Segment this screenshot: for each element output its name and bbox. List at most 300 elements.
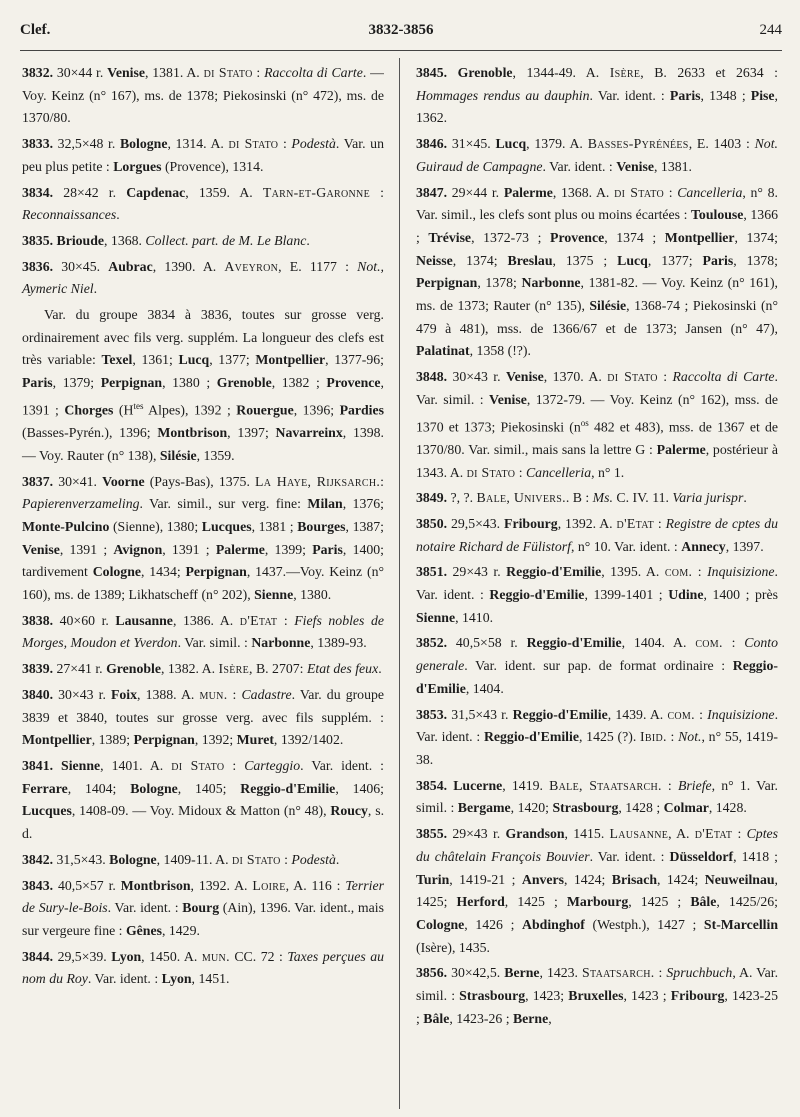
entry-text: 30×42,5. xyxy=(451,965,505,981)
place-name: Gênes xyxy=(125,922,162,938)
header-range: 3832-3856 xyxy=(368,22,434,38)
entry-text: , s. d. xyxy=(22,803,385,842)
catalog-entry xyxy=(416,366,778,484)
entry-text: 29,5×43. xyxy=(450,515,505,531)
place-name: Ferrare xyxy=(22,780,68,796)
source-title: Etat des feux xyxy=(306,661,379,677)
entry-text: , 1399-1401 ; xyxy=(584,587,669,603)
entry-number: 3835. xyxy=(22,232,57,248)
place-name: Avignon xyxy=(113,541,163,557)
archive-name: Tarn-et-Garonne xyxy=(262,184,370,200)
source-title: Carteggio xyxy=(244,757,301,773)
entry-text: 32,5×48 r. xyxy=(57,136,120,152)
place-name: Grenoble xyxy=(457,65,513,80)
entry-text: 482 et 483), mss. de 1367 et de 1370/80. Var. simil., mais sans la lettre G : xyxy=(416,419,778,457)
entry-text: : xyxy=(277,612,295,628)
entry-number: 3841. xyxy=(22,757,62,773)
place-name: Perpignan xyxy=(100,375,163,391)
entry-text: . Var. simil., sur verg. fine: xyxy=(139,496,308,512)
archive-name: d'Etat xyxy=(616,515,655,531)
entry-text: : xyxy=(654,965,667,981)
catalog-entry xyxy=(416,62,778,130)
entry-number: 3850. xyxy=(416,515,451,531)
place-name: Cologne xyxy=(92,564,141,580)
place-name: Turin xyxy=(416,871,450,887)
entry-text: , 1386. A. xyxy=(172,612,240,628)
entry-text: , 1376; xyxy=(342,496,384,512)
column-divider xyxy=(399,58,400,1109)
archive-name: Basses-Pyrénées xyxy=(587,136,689,152)
entry-number: 3849. xyxy=(416,490,451,506)
header-section-title: Clef. xyxy=(20,22,51,38)
place-name: Venise xyxy=(616,158,655,174)
place-name: Foix xyxy=(110,686,138,702)
entry-text: , 1404. xyxy=(465,680,504,696)
header-rule xyxy=(20,50,782,51)
place-name: Perpignan xyxy=(185,564,247,580)
entry-number: 3848. xyxy=(416,369,453,385)
entry-text: , 1382 ; xyxy=(271,375,327,391)
catalog-entry xyxy=(416,561,778,629)
entry-text: , A. 116 : xyxy=(285,877,346,893)
place-name: Bâle xyxy=(423,1010,450,1026)
archive-name: di Stato xyxy=(232,851,281,867)
entry-text: , 1379; xyxy=(52,375,101,391)
entry-number: 3838. xyxy=(22,612,60,628)
place-name: Reggio-d'Emilie xyxy=(240,780,336,796)
place-name: Roucy xyxy=(330,803,368,819)
catalog-entry xyxy=(416,487,778,510)
place-name: Narbonne xyxy=(251,635,311,651)
entry-text: : xyxy=(227,686,242,702)
place-name: Sienne xyxy=(416,609,456,625)
entry-text: C. IV. 11. xyxy=(612,490,673,506)
place-name: Perpignan xyxy=(416,275,478,291)
entry-text: . Var. un peu plus petite : xyxy=(22,136,384,174)
entry-text: , 1439. A. xyxy=(607,706,668,722)
catalog-entry xyxy=(22,946,384,991)
entry-text: 31,5×43. xyxy=(56,851,110,867)
entry-text: 40,5×57 r. xyxy=(57,877,121,893)
entry-text: , 1381. xyxy=(654,158,692,174)
entry-text: : xyxy=(654,515,666,531)
archive-name: La Haye, Rijksarch. xyxy=(255,473,381,489)
entry-text: , n° 55, 1419-38. xyxy=(416,729,779,767)
left-column xyxy=(22,62,384,994)
archive-name: Isère xyxy=(218,661,250,677)
entry-text: , 1314. A. xyxy=(167,136,229,152)
place-name: Paris xyxy=(312,541,343,557)
entry-text: , 1397. xyxy=(725,538,764,554)
entry-text: , 1401. A. xyxy=(100,757,172,773)
entry-text: , 1374 ; xyxy=(604,229,665,245)
entry-number: 3854. xyxy=(416,777,454,793)
entry-text: , 1368. A. xyxy=(552,184,615,200)
entry-text: , 1425 ; xyxy=(504,894,567,910)
place-name: Fribourg xyxy=(670,988,725,1004)
entry-number: 3839. xyxy=(22,661,57,677)
catalog-entry xyxy=(416,775,778,820)
source-title: Conto generale xyxy=(416,635,779,674)
place-name: Anvers xyxy=(521,871,565,887)
entry-text: , 1381. A. xyxy=(144,65,204,80)
entry-text: , A. xyxy=(668,826,695,842)
archive-name: com. xyxy=(695,635,723,651)
place-name: Rouergue xyxy=(236,402,294,418)
place-name: Bourges xyxy=(297,518,346,534)
entry-text: , 1428. xyxy=(708,800,747,816)
entry-number: 3844. xyxy=(22,948,58,964)
place-name: Strasbourg xyxy=(552,800,619,816)
place-name: Paris xyxy=(669,87,701,103)
entry-text: 30×43 r. xyxy=(58,686,111,702)
entry-text: 30×43 r. xyxy=(452,369,506,385)
catalog-entry xyxy=(22,471,384,607)
entry-text: (Basses-Pyrén.), 1396; xyxy=(22,425,158,441)
entry-text: , 1410. xyxy=(455,609,494,625)
entry-text: , 1397; xyxy=(227,425,276,441)
entry-text: , 1396; xyxy=(293,402,340,418)
entry-text: Alpes), 1392 ; xyxy=(143,402,237,418)
archive-name: com. xyxy=(664,564,693,580)
place-name: Bergame xyxy=(457,800,511,816)
place-name: Pardies xyxy=(339,402,385,418)
source-title: Cancelleria xyxy=(677,184,743,200)
catalog-entry xyxy=(416,182,778,364)
entry-text: , 1424; xyxy=(657,871,705,887)
source-title: Papierenverzameling xyxy=(22,496,140,512)
place-name: Fribourg xyxy=(504,515,558,531)
entry-text: , 1362. xyxy=(416,87,778,126)
place-name: Lucques xyxy=(22,803,72,819)
place-name: Texel xyxy=(101,352,133,368)
entry-text: , 1392/1402. xyxy=(273,732,344,748)
entry-text: , 1372-73 ; xyxy=(471,229,551,245)
entry-text: : xyxy=(664,184,678,200)
place-name: Bologne xyxy=(109,851,157,867)
entry-text: , n° 8. Var. simil., les clefs sont plus ou moins écartées : xyxy=(416,184,778,223)
archive-name: di Stato xyxy=(466,464,516,480)
catalog-entry xyxy=(416,962,778,1030)
entry-number: 3846. xyxy=(416,136,452,152)
entry-text: : xyxy=(694,706,708,722)
catalog-entry xyxy=(416,133,778,178)
place-name: Brisach xyxy=(611,871,658,887)
entry-text: : xyxy=(657,369,673,385)
entry-text: os xyxy=(580,417,589,428)
catalog-entry xyxy=(22,182,384,227)
source-title: Raccolta di Carte xyxy=(264,65,363,80)
place-name: Venise xyxy=(505,369,544,385)
entry-text: , 1423-25 ; xyxy=(416,988,778,1026)
entry-text: 29×44 r. xyxy=(451,184,504,200)
entry-text: , 1368-74 ; Piekosinski (n° 479 à 481), mss. de 1366/67 et de 1373; Jansen (n° 47), xyxy=(416,298,778,336)
source-title: Hommages rendus au dauphin xyxy=(416,87,590,103)
entry-text: , 1379. A. xyxy=(526,136,588,152)
entry-text: 31×45. xyxy=(451,136,496,152)
entry-number: 3833. xyxy=(22,136,58,152)
place-name: Colmar xyxy=(663,800,709,816)
entry-text: , 1406; xyxy=(335,780,385,796)
place-name: Silésie xyxy=(159,447,197,463)
entry-text: , 1425 (?). xyxy=(578,729,641,745)
place-name: Venise xyxy=(22,541,60,557)
place-name: Silésie xyxy=(589,298,627,314)
entry-text: . Var. simil. : xyxy=(416,369,778,407)
entry-number: 3845. xyxy=(416,65,458,80)
entry-number: 3834. xyxy=(22,184,64,200)
archive-name: Staatsarch. xyxy=(582,965,655,981)
entry-text: (Isère), 1435. xyxy=(416,939,490,955)
place-name: Montpellier xyxy=(255,352,326,368)
entry-text: , xyxy=(548,1010,552,1026)
archive-name: mun. xyxy=(201,948,230,964)
entry-text: : xyxy=(666,729,679,745)
place-name: Montbrison xyxy=(157,425,228,441)
place-name: Toulouse xyxy=(691,207,744,223)
place-name: Lucq xyxy=(495,136,527,152)
entry-number: 3837. xyxy=(22,473,59,489)
entry-text: . Var. ident. : xyxy=(416,564,778,603)
place-name: Reggio-d'Emilie xyxy=(483,729,579,745)
entry-number: 3856. xyxy=(416,965,452,981)
entry-text: . Var. ident. : xyxy=(589,87,670,103)
entry-text: . xyxy=(116,207,120,223)
entry-number: 3832. xyxy=(22,65,57,80)
entry-text: , 1374; xyxy=(452,252,508,268)
entry-text: : xyxy=(278,136,292,152)
entry-number: 3852. xyxy=(416,635,456,651)
entry-text: , 1391 ; xyxy=(162,541,216,557)
source-title: Terrier de Sury-le-Bois xyxy=(22,877,384,916)
catalog-entry xyxy=(22,684,384,752)
archive-name: di Stato xyxy=(607,369,658,385)
place-name: Lucerne xyxy=(453,777,503,793)
archive-name: d'Etat xyxy=(694,826,733,842)
place-name: Provence xyxy=(326,375,381,391)
entry-text: . B : xyxy=(565,490,593,506)
source-title: Inquisizione xyxy=(707,706,775,722)
source-title: Fiefs nobles de Morges, Moudon et Yverdon xyxy=(22,612,385,651)
place-name: Reggio-d'Emilie xyxy=(489,587,585,603)
entry-number: 3851. xyxy=(416,564,453,580)
place-name: Neisse xyxy=(416,252,453,268)
entry-text: , 1361; xyxy=(132,352,179,368)
place-name: Palerme xyxy=(656,441,706,457)
entry-text: , 1380. xyxy=(293,587,332,603)
entry-text: 28×42 r. xyxy=(63,184,127,200)
entry-text: 30×44 r. xyxy=(56,65,108,80)
source-title: Not., Aymeric Niel xyxy=(22,258,384,297)
source-title: Raccolta di Carte xyxy=(672,369,775,385)
entry-text: 40×60 r. xyxy=(59,612,116,628)
entry-text: , 1451. xyxy=(191,971,230,987)
place-name: Lorgues xyxy=(113,158,162,174)
place-name: Capdenac xyxy=(126,184,186,200)
entry-text: , 1425/26; xyxy=(716,894,778,910)
entry-text: , 1348 ; xyxy=(700,87,751,103)
entry-text: tes xyxy=(133,400,144,411)
source-title: Inquisizione xyxy=(707,564,775,580)
place-name: Lucq xyxy=(617,252,648,268)
entry-text: , 1428 ; xyxy=(618,800,664,816)
entry-text: , 1372-79. — Voy. Keinz (n° 162), mss. de 1370 et 1373; Piekosinski (n xyxy=(416,391,778,435)
entry-text: Var. du groupe 3834 à 3836, toutes sur grosse verg. ordinairement avec fils verg. supplém. La longueur des clefs est très variable: xyxy=(22,307,384,368)
archive-name: Bale, Univers. xyxy=(476,490,566,506)
place-name: Milan xyxy=(307,496,343,512)
entry-text: CC. 72 : xyxy=(229,948,288,964)
archive-name: di Stato xyxy=(203,65,253,80)
entry-text: 27×41 r. xyxy=(56,661,107,677)
catalog-entry xyxy=(416,513,778,558)
entry-text: , 1370. A. xyxy=(543,369,608,385)
entry-text: , n° 10. Var. ident. : xyxy=(570,538,682,554)
entry-text: , 1409-11. A. xyxy=(156,851,233,867)
entry-text: , 1420; xyxy=(510,800,553,816)
entry-text: (Provence), 1314. xyxy=(161,158,264,174)
entry-text: , 1408-09. — Voy. Midoux & Matton (n° 48), xyxy=(71,803,331,819)
entry-text: , 1380 ; xyxy=(162,375,217,391)
entry-text: , 1419. xyxy=(502,777,550,793)
entry-text: 31,5×43 r. xyxy=(451,706,513,722)
source-title: Cancelleria xyxy=(525,464,592,480)
place-name: Brioude xyxy=(56,232,105,248)
catalog-entry xyxy=(22,62,384,130)
place-name: Grenoble xyxy=(216,375,272,391)
place-name: Provence xyxy=(550,229,605,245)
archive-name: Isère xyxy=(609,65,641,80)
place-name: Navarreinx xyxy=(275,425,343,441)
page-number: 244 xyxy=(759,22,782,38)
entry-text: , 1392; xyxy=(194,732,237,748)
entry-text: (Westph.), 1427 ; xyxy=(584,916,704,932)
archive-name: Loire xyxy=(252,877,286,893)
entry-number: 3853. xyxy=(416,706,452,722)
entry-text: : xyxy=(224,757,245,773)
entry-text: . Var. ident. : xyxy=(542,158,617,174)
archive-name: mun. xyxy=(199,686,228,702)
entry-text: (Ain), 1396. Var. ident., mais sur vergeure fine : xyxy=(22,900,384,938)
place-name: Breslau xyxy=(507,252,553,268)
place-name: Neuweilnau xyxy=(704,871,775,887)
entry-text: , 1375 ; xyxy=(552,252,618,268)
entry-text: , 1419-21 ; xyxy=(449,871,522,887)
place-name: Pise xyxy=(750,87,775,103)
place-name: Annecy xyxy=(681,538,726,554)
place-name: Palatinat xyxy=(416,343,470,359)
entry-text: : xyxy=(692,564,708,580)
entry-text: , 1404; xyxy=(67,780,131,796)
source-title: Ms. xyxy=(592,490,613,506)
source-title: Not. xyxy=(678,729,702,745)
source-title: Collect. part. de M. Le Blanc xyxy=(145,232,307,248)
place-name: Paris xyxy=(702,252,734,268)
entry-text: , 1358 (!?). xyxy=(469,343,531,359)
right-column xyxy=(416,62,778,1033)
entry-text: , 1424; xyxy=(564,871,612,887)
entry-text: , E. 1403 : xyxy=(688,136,755,152)
place-name: Monte-Pulcino xyxy=(22,518,110,534)
entry-text: , 1389; xyxy=(91,732,134,748)
entry-text: , 1425; xyxy=(416,871,778,910)
catalog-entry xyxy=(22,256,384,301)
catalog-entry xyxy=(22,610,384,655)
entry-text: 30×45. xyxy=(61,258,109,274)
place-name: Bâle xyxy=(690,894,717,910)
entry-text: . Var. ident. : xyxy=(589,848,670,864)
place-name: Cologne xyxy=(416,916,465,932)
entry-text: , 1429. xyxy=(161,922,200,938)
place-name: Herford xyxy=(456,894,505,910)
place-name: Montbrison xyxy=(120,877,191,893)
archive-name: di Stato xyxy=(171,757,225,773)
entry-text: , postérieur à 1343. A. xyxy=(416,441,778,480)
archive-name: di Stato xyxy=(614,184,664,200)
entry-text: . Var. ident. : xyxy=(416,706,779,745)
source-title: Podestà xyxy=(291,851,336,867)
entry-text: , 1404. A. xyxy=(621,635,696,651)
entry-number: 3855. xyxy=(416,826,453,842)
archive-name: Ibid. xyxy=(640,729,667,745)
place-name: Aubrac xyxy=(108,258,153,274)
entry-text: , 1391 ; xyxy=(59,541,114,557)
place-name: Düsseldorf xyxy=(669,848,734,864)
place-name: Sienne xyxy=(254,587,294,603)
place-name: Perpignan xyxy=(133,732,195,748)
entry-text: , 1382. A. xyxy=(161,661,219,677)
place-name: Grenoble xyxy=(106,661,161,677)
entry-text: , 1423. xyxy=(539,965,583,981)
entry-text: , 1387; xyxy=(345,518,384,534)
entry-text: , 1426 ; xyxy=(464,916,523,932)
place-name: Lausanne xyxy=(115,612,173,628)
place-name: Muret xyxy=(236,732,274,748)
entry-text: , 1378; xyxy=(477,275,522,291)
entry-text: , 1437.—Voy. Keinz (n° 160), ms. de 1389; Likhatscheff (n° 202), xyxy=(22,564,384,603)
place-name: Bologne xyxy=(130,780,178,796)
place-name: Bologne xyxy=(119,136,168,152)
place-name: Chorges xyxy=(64,402,114,418)
catalog-entry xyxy=(22,133,384,178)
archive-name: Lausanne xyxy=(609,826,669,842)
entry-number: 3840. xyxy=(22,686,59,702)
entry-text: 40,5×58 r. xyxy=(455,635,527,651)
entry-text: ?, ?. xyxy=(450,490,477,506)
source-title: Not. Guiraud de Campagne xyxy=(416,136,778,174)
catalog-entry xyxy=(22,230,384,253)
place-name: Montpellier xyxy=(664,229,735,245)
place-name: Lyon xyxy=(111,948,142,964)
entry-text: , n° 1. xyxy=(591,464,625,480)
place-name: Berne xyxy=(512,1010,549,1026)
place-name: Lucques xyxy=(201,518,252,534)
entry-text: , 1359. xyxy=(196,447,235,463)
entry-text: (Sienne), 1380; xyxy=(109,518,202,534)
entry-text: , 1388. A. xyxy=(137,686,200,702)
entry-text: , 1391 ; xyxy=(22,375,384,418)
place-name: Venise xyxy=(107,65,145,80)
entry-text: : xyxy=(515,464,526,480)
place-name: Montpellier xyxy=(22,732,92,748)
entry-text: , 1390. A. xyxy=(152,258,225,274)
entry-text: . Var. ident. : xyxy=(107,900,183,916)
entry-text: . xyxy=(93,281,98,297)
entry-number: 3847. xyxy=(416,184,452,200)
entry-text: , 1389-93. xyxy=(310,635,367,651)
entry-text: : xyxy=(732,826,747,842)
source-title: Cadastre xyxy=(241,686,292,702)
entry-text: . xyxy=(335,851,340,867)
